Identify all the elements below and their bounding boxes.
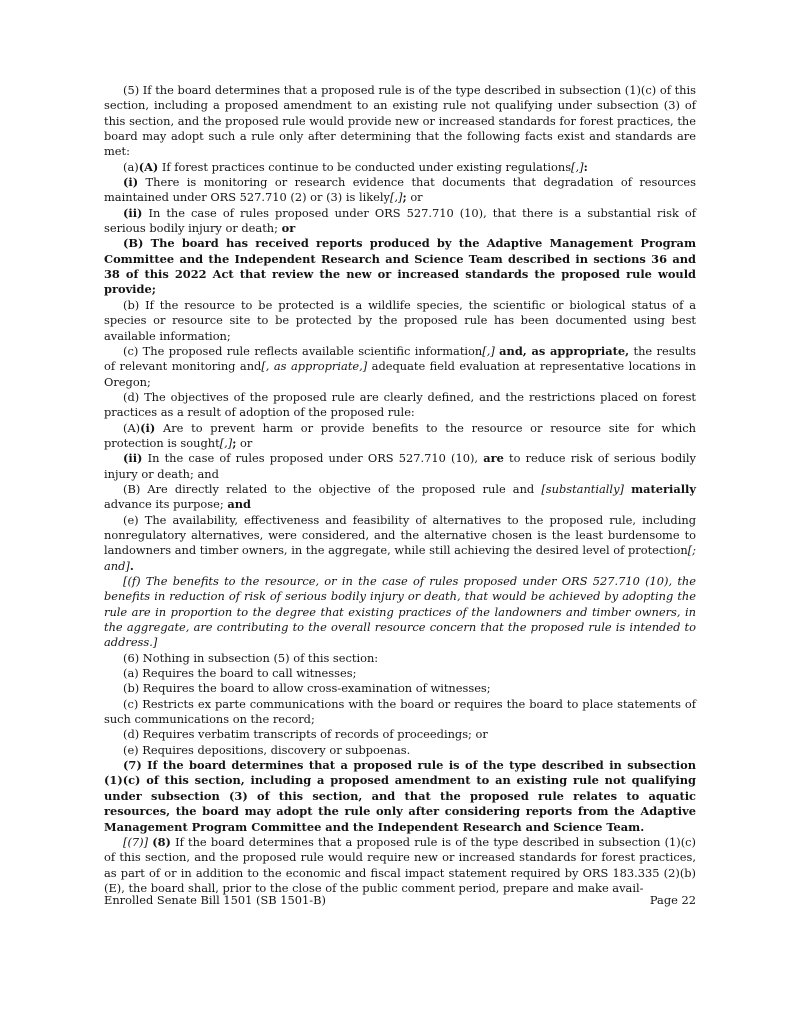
- text-run: [,]: [219, 435, 233, 450]
- text-run: the results of relevant monitoring and: [104, 343, 696, 374]
- text-run: [624, 482, 631, 496]
- text-run: (c) Restricts ex parte communications with the board or requires the board to place statements of such communications on the record;: [104, 696, 696, 727]
- paragraph: [104, 451, 696, 482]
- footer-bill-title: Enrolled Senate Bill 1501 (SB 1501-B): [104, 893, 326, 907]
- text-run: or: [281, 221, 296, 236]
- text-run: (i): [140, 420, 156, 435]
- paragraph: [104, 758, 696, 835]
- text-run: (e) Requires depositions, discovery or subpoenas.: [123, 742, 411, 757]
- text-run: :: [583, 159, 588, 174]
- text-run: (a) Requires the board to call witnesses;: [123, 666, 357, 681]
- text-run: (b) Requires the board to allow cross-examination of witnesses;: [123, 681, 491, 696]
- text-run: .: [129, 558, 134, 573]
- paragraph: [104, 482, 696, 513]
- text-run: (a): [123, 159, 139, 174]
- text-run: ;: [402, 190, 407, 205]
- text-run: adequate field evaluation at representative locations in Oregon;: [104, 359, 696, 389]
- text-run: [,]: [482, 343, 495, 358]
- text-run: If forest practices continue to be conducted under existing regulations: [158, 159, 572, 174]
- text-run: [substantially]: [541, 481, 624, 496]
- text-run: (5) If the board determines that a proposed rule is of the type described in subsection (1)(c) of this section, including a proposed amendment to an existing rule not qualifying under subsection (3) of this section, and the proposed rule would provide new or increased standards for forest practices, the board may adopt such a rule only after determining that the following facts exist and standards are met:: [104, 83, 696, 159]
- text-run: or: [236, 435, 253, 450]
- text-run: (b) If the resource to be protected is a wildlife species, the scientific or biological status of a species or resource site to be protected by the proposed rule has been documented using best available information;: [104, 297, 696, 343]
- text-run: There is monitoring or research evidence that documents that degradation of resources maintained under ORS 527.710 (2) or (3) is likely: [104, 175, 696, 205]
- text-run: or: [406, 190, 423, 205]
- text-run: Are to prevent harm or provide benefits to the resource or resource site for which protection is sought: [104, 420, 696, 450]
- paragraph: [104, 175, 696, 206]
- footer-page-number: Page 22: [649, 893, 696, 907]
- text-run: (e) The availability, effectiveness and feasibility of alternatives to the proposed rule, including nonregulatory alternatives, were considered, and the alternative chosen is the least burdensome to landowners and timber owners, in the aggregate, while still achieving the desired level of protection: [104, 512, 696, 558]
- text-run: and: [227, 497, 251, 512]
- paragraph: [104, 681, 696, 696]
- paragraph: [104, 651, 696, 666]
- paragraph: [104, 390, 696, 421]
- paragraph: [104, 83, 696, 160]
- text-run: (6) Nothing in subsection (5) of this section:: [123, 650, 379, 665]
- paragraph: [104, 513, 696, 574]
- text-run: In the case of rules proposed under ORS 527.710 (10), that there is a substantial risk of serious bodily injury or death;: [104, 205, 696, 236]
- text-run: [,]: [389, 190, 403, 205]
- text-run: are: [483, 451, 504, 466]
- text-run: advance its purpose;: [104, 497, 228, 512]
- paragraph: [104, 697, 696, 728]
- page-footer: [104, 893, 696, 908]
- text-run: [, as appropriate,]: [261, 359, 368, 374]
- text-run: (ii): [123, 205, 143, 220]
- text-run: (B) The board has received reports produced by the Adaptive Management Program Committee and the Independent Research and Science Team described in sections 36 and 38 of this 2022 Act that review the new or increased standards the proposed rule would provide;: [104, 236, 696, 297]
- text-run: [(f) The benefits to the resource, or in the case of rules proposed under ORS 527.710 (10), the benefits in reduction of risk of serious bodily injury or death, that would be achieved by adopting the rule are in proportion to the degree that existing practices of the landowners and timber owners, in the aggregate, are contributing to the overall resource concern that the proposed rule is intended to address.]: [104, 574, 696, 650]
- text-run: (A): [123, 420, 141, 435]
- text-run: [,]: [571, 159, 584, 174]
- paragraph: [104, 160, 696, 175]
- paragraph: [104, 298, 696, 344]
- text-run: to reduce risk of serious bodily injury or death; and: [104, 451, 696, 481]
- paragraph: [104, 666, 696, 681]
- text-run: (B) Are directly related to the objective of the proposed rule and: [123, 481, 542, 496]
- paragraph: [104, 727, 696, 742]
- text-run: [; and]: [104, 543, 696, 573]
- text-run: If the board determines that a proposed rule is of the type described in subsection (1)(c) of this section, and the proposed rule would require new or increased standards for forest practices, as part of or in addition to the economic and fiscal impact statement required by ORS 183.335 (2)(b)(E), the board shall, prior to the close of the public comment period, prepare and make avail-: [104, 834, 697, 895]
- text-run: (c) The proposed rule reflects available scientific information: [123, 343, 483, 358]
- paragraph: [104, 835, 696, 896]
- text-run: [(7)]: [123, 834, 149, 849]
- text-run: (d) The objectives of the proposed rule are clearly defined, and the restrictions placed on forest practices as a result of adoption of the proposed rule:: [104, 389, 696, 420]
- text-run: (d) Requires verbatim transcripts of records of proceedings; or: [123, 727, 488, 742]
- text-run: ;: [232, 435, 237, 450]
- text-run: (8): [152, 834, 171, 849]
- paragraph: [104, 344, 696, 390]
- text-run: (7) If the board determines that a proposed rule is of the type described in subsection (1)(c) of this section, including a proposed amendment to an existing rule not qualifying under subsection (3) of this section, and that the proposed rule relates to aquatic resources, the board may adopt the rule only after considering reports from the Adaptive Management Program Committee and the Independent Research and Science Team.: [104, 758, 696, 834]
- paragraph: [104, 421, 696, 452]
- paragraph: [104, 574, 696, 651]
- paragraph: [104, 743, 696, 758]
- text-run: (A): [138, 159, 159, 174]
- text-run: and, as appropriate,: [499, 343, 630, 358]
- paragraph: [104, 206, 696, 237]
- text-run: In the case of rules proposed under ORS 527.710 (10),: [142, 451, 484, 466]
- text-run: (ii): [123, 451, 143, 466]
- text-run: (i): [123, 175, 139, 190]
- paragraph: [104, 236, 696, 297]
- text-run: materially: [631, 481, 696, 496]
- bill-text-body: [104, 83, 696, 896]
